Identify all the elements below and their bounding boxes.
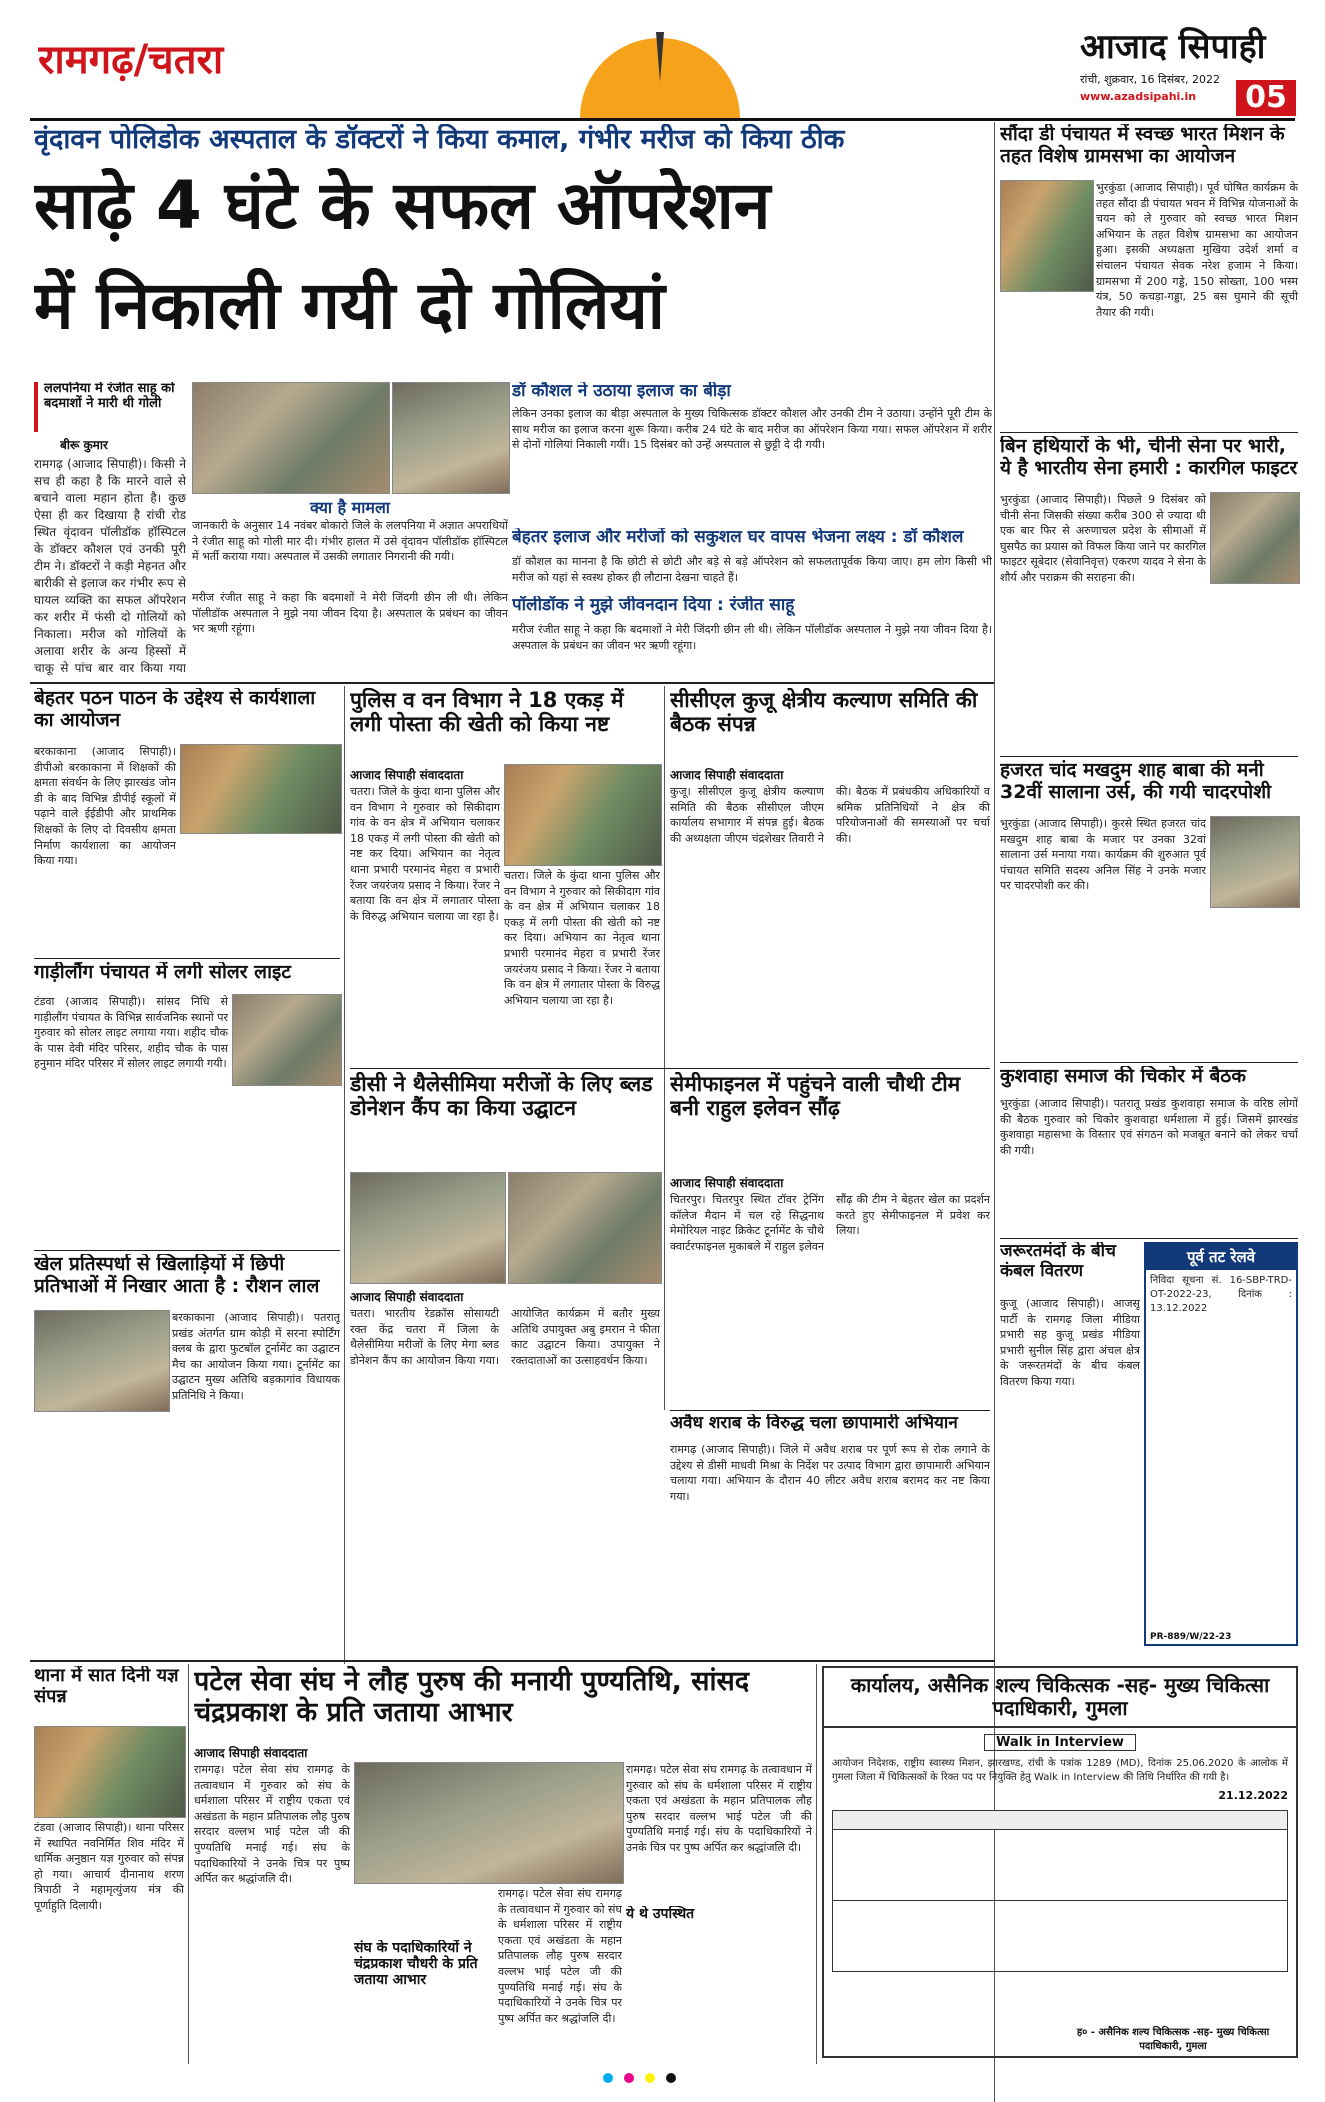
pt-byline: आजाद सिपाही संवाददाता xyxy=(194,1746,308,1760)
right-s3-body: भुरकुंडा (आजाद सिपाही)। कुरसे स्थित हजरत चांद मखदुम शाह बाबा के मजार पर उनका 32वां सालाना उर्स मनाया गया। कार्यक्रम की शुरुआत पूर्व पंचायत समिति सदस्य अनिल सिंह ने उनके मजार पर चादरपोशी कर की। xyxy=(1000,817,1206,893)
right-s5-body: कुजू (आजाद सिपाही)। आजसू पार्टी के रामगढ़ जिला मीडिया प्रभारी सह कुजू प्रखंड मीडिया प्रभारी सुनील सिंह द्वारा अंचल क्षेत्र के जरूरतमंदों के बीच कंबल वितरण किया गया। xyxy=(1000,1297,1140,1389)
d1-photo-1 xyxy=(350,1172,506,1284)
t1-photo xyxy=(34,1726,186,1818)
d1-title: डीसी ने थैलेसीमिया मरीजों के लिए ब्लड डोनेशन कैंप का किया उद्घाटन xyxy=(350,1072,653,1121)
w1-title: बेहतर पठन पाठन के उद्देश्य से कार्यशाला का आयोजन xyxy=(34,688,316,731)
pt-body-right-text: रामगढ़। पटेल सेवा संघ रामगढ़ के तत्वावधान में गुरुवार को संघ के धर्मशाला परिसर में राष्ट्रीय एकता एवं अखंडता के महान प्रतिपालक लौह पुरुष सरदार वल्लभ भाई पटेल जी की पुण्यतिथि मनाई गई। संघ के पदाधिकारियों ने उनके चित्र पर पुष्प अर्पित कर श्रद्धांजलि दी। xyxy=(626,1763,812,1855)
paper-name: आजाद सिपाही xyxy=(1080,27,1266,67)
right-s4-title: कुशवाहा समाज की चिकोर में बैठक xyxy=(1000,1066,1246,1087)
lead-headline-1: साढ़े 4 घंटे के सफल ऑपरेशन xyxy=(34,168,771,244)
cmo-ad-date: 21.12.2022 xyxy=(1218,1789,1288,1803)
lead-pull-quote: ललपनिया में रंजीत साहू को बदमाशों ने मारी थी गोली xyxy=(34,382,184,432)
p1-title: पुलिस व वन विभाग ने 18 एकड़ में लगी पोस्ता की खेती को किया नष्ट xyxy=(350,688,624,737)
pt-body-cont xyxy=(498,1886,622,2058)
w2-body: टंडवा (आजाद सिपाही)। सांसद निधि से गाड़ीलौंग पंचायत के विभिन्न सार्वजनिक स्थानों पर गुरुवार को सोलर लाइट लगाया गया। शहीद चौक के पास देवी मंदिर परिसर, शहीद चौक के पास हनुमान मंदिर परिसर में सोलर लाइट लगायी गयी। xyxy=(34,995,228,1071)
right-s4-body: भुरकुंडा (आजाद सिपाही)। पतरातू प्रखंड कुशवाहा समाज के वरिष्ठ लोगों की बैठक गुरुवार को चिकोर कुशवाहा धर्मशाला में हुई। जिसमें झारखंड कुशवाहा महासभा के विस्तार एवं संगठन को मजबूत बनाने को लेकर चर्चा की गयी। xyxy=(1000,1097,1298,1157)
a1-title: अवैध शराब के विरुद्ध चला छापामारी अभियान xyxy=(670,1414,958,1433)
right-s1-body: भुरकुंडा (आजाद सिपाही)। पूर्व घोषित कार्यक्रम के तहत सौंदा डी पंचायत भवन में विभिन्न योजनाओं के चयन को ले गुरुवार को स्वच्छ भारत मिशन अभियान के तहत विशेष ग्रामसभा का आयोजन हुआ। इसकी अध्यक्षता मुखिया उदेर्श शर्मा व संचालन पंचायत सेवक नरेश हजाम ने किया। ग्रामसभा में 200 गड्डे, 150 सोख्ता, 100 भस्म यंत्र, 50 कचड़ा-गड्डा, 25 बस घुमाने की सूची तैयार की गयी। xyxy=(1096,181,1298,319)
print-registration-marks xyxy=(600,2068,730,2084)
p1-photo xyxy=(504,764,662,866)
w3-title: खेल प्रतिस्पर्धा से खिलाड़ियों में छिपी प्रतिभाओं में निखार आता है : रौशन लाल xyxy=(34,1254,320,1297)
lead-photo-patient xyxy=(192,382,390,494)
w2-title: गाड़ीलौंग पंचायत में लगी सोलर लाइट xyxy=(34,962,291,983)
website: www.azadsipahi.in xyxy=(1080,90,1197,103)
lead-box xyxy=(192,496,508,588)
railway-notice-footer: PR-889/W/22-23 xyxy=(1150,1632,1232,1642)
section-title: रामगढ़/चतरा xyxy=(38,37,224,83)
pt-photo xyxy=(354,1762,624,1884)
a1-body: रामगढ़ (आजाद सिपाही)। जिले में अवैध शराब पर पूर्ण रूप से रोक लगाने के उद्देश्य से डीसी माधवी मिश्रा के निर्देश पर उत्पाद विभाग द्वारा छापामारी अभियान चलाया गया। अभियान के दौरान 40 लीटर अवैध शराब बरामद कर नष्ट किया गया। xyxy=(670,1443,990,1503)
p1-body-cont-text: चतरा। जिले के कुंदा थाना पुलिस और वन विभाग ने गुरुवार को सिकीदाग गांव के वन क्षेत्र में अभियान चलाकर 18 एकड़ में लगी पोस्ता की खेती को नष्ट कर दिया। अभियान का नेतृत्व थाना प्रभारी परमानंद मेहरा व प्रभारी रेंजर जयरंजय प्रसाद ने किया। रेंजर ने बताया कि वन क्षेत्र में लगातार पोस्ता के विरुद्ध अभियान चलाया जा रहा है। xyxy=(504,869,660,1007)
cmo-ad-subtitle: Walk in Interview xyxy=(984,1734,1136,1751)
d1-photo-2 xyxy=(508,1172,662,1284)
masthead xyxy=(0,0,1325,118)
pt-body-cont-text: रामगढ़। पटेल सेवा संघ रामगढ़ के तत्वावधान में गुरुवार को संघ के धर्मशाला परिसर में राष्ट्रीय एकता एवं अखंडता के महान प्रतिपालक लौह पुरुष सरदार वल्लभ भाई पटेल जी की पुण्यतिथि मनाई गई। संघ के पदाधिकारियों ने उनके चित्र पर पुष्प अर्पित कर श्रद्धांजलि दी। xyxy=(498,1887,622,2025)
w2-photo xyxy=(232,994,342,1086)
lead-kicker: वृंदावन पोलिडोक अस्पताल के डॉक्टरों ने किया कमाल, गंभीर मरीज को किया ठीक xyxy=(34,124,845,155)
lead-sub2-body: डॉ कौशल का मानना है कि छोटी से छोटी और बड़े से बड़े ऑपरेशन को सफलतापूर्वक किया जाए। हम लोग किसी भी मरीज को यहां से स्वस्थ होकर ही लौटाना देखना चाहते हैं। xyxy=(512,555,992,584)
lead-photo-doctors xyxy=(392,382,510,494)
lead-byline: बीरू कुमार xyxy=(60,438,108,452)
right-s2-photo xyxy=(1210,492,1300,584)
right-s2-body: भुरकुंडा (आजाद सिपाही)। पिछले 9 दिसंबर को चीनी सेना जिसकी संख्या करीब 300 से ज्यादा थी एक बार फिर से अरुणाचल प्रदेश के सीमाओं में घुसपैठ का प्रयास को विफल किया जाने पर कारगिल फाइटर सूबेदार (सेवानिवृत्त) एकरण यादव ने सेना के शौर्य और पराक्रम की सराहना की। xyxy=(1000,493,1206,585)
lead-body: रामगढ़ (आजाद सिपाही)। किसी ने सच ही कहा है कि मारने वाले से बचाने वाला महान होता है। कुछ ऐसा ही कर दिखाया है रांची रोड स्थित वृंदावन पॉलीडॉक हॉस्पिटल के डॉक्टर कौशल एवं उनकी पूरी टीम ने। डॉक्टरों ने कड़ी मेहनत और बारीकी से इलाज कर गंभीर रूप से घायल व्यक्ति का सफल ऑपरेशन कर शरीर में फंसी दो गोलियों को निकाला। मरीज को गोलियों के अलावा शरीर के अन्य हिस्सों में चाकू से पांच बार वार किया गया xyxy=(34,457,186,676)
lead-box-title: क्या है मामला xyxy=(310,498,390,517)
w3-photo xyxy=(34,1310,170,1412)
p1-byline: आजाद सिपाही संवाददाता xyxy=(350,768,464,782)
right-s2-title: बिन हथियारों के भी, चीनी सेना पर भारी, ये है भारतीय सेना हमारी : कारगिल फाइटर xyxy=(1000,436,1298,479)
p1-body-cont xyxy=(504,868,660,1064)
lead-body-cont-text: मरीज रंजीत साहू ने कहा कि बदमाशों ने मेरी जिंदगी छीन ली थी। लेकिन पॉलीडॉक अस्पताल ने मुझे नया जीवन दिया है। अस्पताल के प्रबंधन का जीवन भर ऋणी रहूंगा। xyxy=(192,591,508,636)
w1-body: बरकाकाना (आजाद सिपाही)। डीपीओ बरकाकाना में शिक्षकों की क्षमता संवर्धन के लिए झारखंड जोन डी के बाद विभिन्न डीपीई स्कूलों में पढ़ाने वाले ईईडीपी और प्राथमिक शिक्षकों के लिए दो दिवसीय क्षमता निर्माण कार्यशाला का आयोजन किया गया। xyxy=(34,745,176,868)
lead-sub1-body: लेकिन उनका इलाज का बीड़ा अस्पताल के मुख्य चिकित्सक डॉक्टर कौशल और उनकी टीम ने उठाया। उन्होंने पूरी टीम के साथ मरीज का इलाज करना शुरू किया। करीब 24 घंटे के बाद मरीज का ऑपरेशन किया गया। सफल ऑपरेशन में शरीर से दोनों गोलियां निकाली गयीं। 15 दिसंबर को उन्हें अस्पताल से छुट्टी दे दी गयी। xyxy=(512,407,992,452)
lead-sub3-body: मरीज रंजीत साहू ने कहा कि बदमाशों ने मेरी जिंदगी छीन ली थी। लेकिन पॉलीडॉक अस्पताल ने मुझे नया जीवन दिया है। अस्पताल के प्रबंधन का जीवन भर ऋणी रहूंगा। xyxy=(512,623,992,652)
railway-notice xyxy=(1144,1242,1298,1646)
c1-title: सीसीएल कुजू क्षेत्रीय कल्याण समिति की बैठक संपन्न xyxy=(670,688,978,737)
p1-body: चतरा। जिले के कुंदा थाना पुलिस और वन विभाग ने गुरुवार को सिकीदाग गांव के वन क्षेत्र में अभियान चलाकर 18 एकड़ में लगी पोस्ता की खेती को नष्ट कर दिया। अभियान का नेतृत्व थाना प्रभारी परमानंद मेहरा व प्रभारी रेंजर जयरंजय प्रसाद ने किया। रेंजर ने बताया कि वन क्षेत्र में लगातार पोस्ता के विरुद्ध अभियान चलाया जा रहा है। xyxy=(350,785,500,923)
cmo-ad-footer: ह० - असैनिक शल्य चिकित्सक -सह- मुख्य चिकित्सा पदाधिकारी, गुमला xyxy=(1076,2027,1270,2052)
pt-subhead-2: ये थे उपस्थित xyxy=(626,1906,695,1922)
lead-body-cont xyxy=(192,590,508,678)
right-s1-title: सौंदा डी पंचायत में स्वच्छ भारत मिशन के तहत विशेष ग्रामसभा का आयोजन xyxy=(1000,124,1285,167)
railway-notice-title: पूर्व तट रेलवे xyxy=(1146,1244,1296,1270)
right-s1-photo xyxy=(1000,180,1094,292)
s1-title: सेमीफाइनल में पहुंचने वाली चौथी टीम बनी राहुल इलेवन सौंढ़ xyxy=(670,1072,961,1121)
page-number: 05 xyxy=(1236,80,1296,116)
pt-body: रामगढ़। पटेल सेवा संघ रामगढ़ के तत्वावधान में गुरुवार को संघ के धर्मशाला परिसर में राष्ट्रीय एकता एवं अखंडता के महान प्रतिपालक लौह पुरुष सरदार वल्लभ भाई पटेल जी की पुण्यतिथि मनाई गई। संघ के पदाधिकारियों ने उनके चित्र पर पुष्प अर्पित कर श्रद्धांजलि दी। xyxy=(194,1763,350,1886)
pt-body-right xyxy=(626,1762,812,1902)
lead-box-body: जानकारी के अनुसार 14 नवंबर बोकारो जिले के ललपनिया में अज्ञात अपराधियों ने रंजीत साहू को गोली मार दी। गंभीर हालत में उसे वृंदावन पॉलीडॉक हॉस्पिटल में भर्ती कराया गया। अस्पताल में उसकी लगातार निगरानी की गयी। xyxy=(192,519,508,564)
lead-sub3-title: पॉलीडॉक ने मुझे जीवनदान दिया : रंजीत साहू xyxy=(512,596,795,615)
pt-title: पटेल सेवा संघ ने लौह पुरुष की मनायी पुण्यतिथि, सांसद चंद्रप्रकाश के प्रति जताया आभार xyxy=(194,1666,750,1729)
lead-sub2-title: बेहतर इलाज और मरीजों को सकुशल घर वापस भेजना लक्ष्य : डॉ कौशल xyxy=(512,528,964,547)
w1-photo xyxy=(180,744,342,834)
cmo-advertisement xyxy=(822,1666,1298,2058)
t1-body: टंडवा (आजाद सिपाही)। थाना परिसर में स्थापित नवनिर्मित शिव मंदिर में धार्मिक अनुष्ठान यज्ञ गुरुवार को संपन्न हो गया। आचार्य दीनानाथ शरण त्रिपाठी ने महामृत्युंजय मंत्र की पूर्णाहुति दिलायी। xyxy=(34,1821,184,1913)
right-s5-title: जरूरतमंदों के बीच कंबल वितरण xyxy=(1000,1242,1116,1281)
c1-body: कुजू। सीसीएल कुजू क्षेत्रीय कल्याण समिति की बैठक सीसीएल जीएम कार्यालय सभागार में संपन्न हुई। बैठक की अध्यक्षता जीएम चंद्रशेखर तिवारी ने की। बैठक में प्रबंधकीय अधिकारियों व श्रमिक प्रतिनिधियों ने क्षेत्र की परियोजनाओं की समस्याओं पर चर्चा की। xyxy=(670,785,990,845)
s1-byline: आजाद सिपाही संवाददाता xyxy=(670,1176,784,1190)
lead-headline-2: में निकाली गयी दो गोलियां xyxy=(34,268,665,344)
w3-body: बरकाकाना (आजाद सिपाही)। पतरातू प्रखंड अंतर्गत ग्राम कोड़ी में सरना स्पोर्टिंग क्लब के द्वारा फुटबॉल टूर्नामेंट का उद्घाटन मैच का आयोजन किया गया। टूर्नामेंट का उद्घाटन मुख्य अतिथि बड़कागांव विधायक प्रतिनिधि ने किया। xyxy=(172,1311,340,1403)
d1-body: चतरा। भारतीय रेडक्रॉस सोसायटी रक्त केंद्र चतरा में जिला के थैलेसीमिया मरीजों के लिए मेगा ब्लड डोनेशन कैंप का आयोजन किया गया। आयोजित कार्यक्रम में बतौर मुख्य अतिथि उपायुक्त अबु इमरान ने फीता काट उद्घाटन किया। उपायुक्त ने रक्तदाताओं का उत्साहवर्धन किया। xyxy=(350,1307,660,1367)
railway-notice-body: निविदा सूचना सं. 16-SBP-TRD-OT-2022-23, दिनांक : 13.12.2022 xyxy=(1150,1275,1292,1315)
right-s3-title: हजरत चांद मखदुम शाह बाबा की मनी 32वीं सालाना उर्स, की गयी चादरपोशी xyxy=(1000,760,1272,803)
s1-body: चितरपुर। चितरपुर स्थित टॉवर ट्रेनिंग कॉलेज मैदान में चल रहे सिद्धनाथ मेमोरियल नाइट क्रिकेट टूर्नामेंट के चौथे क्वार्टरफाइनल मुकाबले में राहुल इलेवन सौंढ़ की टीम ने बेहतर खेल का प्रदर्शन करते हुए सेमीफाइनल में प्रवेश कर लिया। xyxy=(670,1193,990,1253)
cmo-ad-table xyxy=(832,1810,1288,1972)
pt-subhead: संघ के पदाधिकारियों ने चंद्रप्रकाश चौधरी के प्रति जताया आभार xyxy=(354,1940,478,1989)
t1-title: थाना में सात दिनी यज्ञ संपन्न xyxy=(34,1666,179,1707)
cmo-ad-body: आयोजन निदेशक, राष्ट्रीय स्वास्थ्य मिशन, झारखण्ड, रांची के पत्रांक 1289 (MD), दिनांक 25.06.2020 के आलोक में गुमला जिला में चिकित्सकों के रिक्त पद पर नियुक्ति हेतु Walk in Interview की तिथि निर्धारित की गयी है। xyxy=(832,1758,1288,1784)
right-s3-photo xyxy=(1210,816,1300,908)
masthead-sun-logo xyxy=(560,22,760,118)
lead-sub1-title: डॉ कौशल ने उठाया इलाज का बीड़ा xyxy=(512,382,731,401)
c1-byline: आजाद सिपाही संवाददाता xyxy=(670,768,784,782)
cmo-ad-title: कार्यालय, असैनिक शल्य चिकित्सक -सह- मुख्य चिकित्सा पदाधिकारी, गुमला xyxy=(824,1668,1296,1728)
dateline: रांची, शुक्रवार, 16 दिसंबर, 2022 xyxy=(1080,73,1220,86)
d1-byline: आजाद सिपाही संवाददाता xyxy=(350,1290,464,1304)
